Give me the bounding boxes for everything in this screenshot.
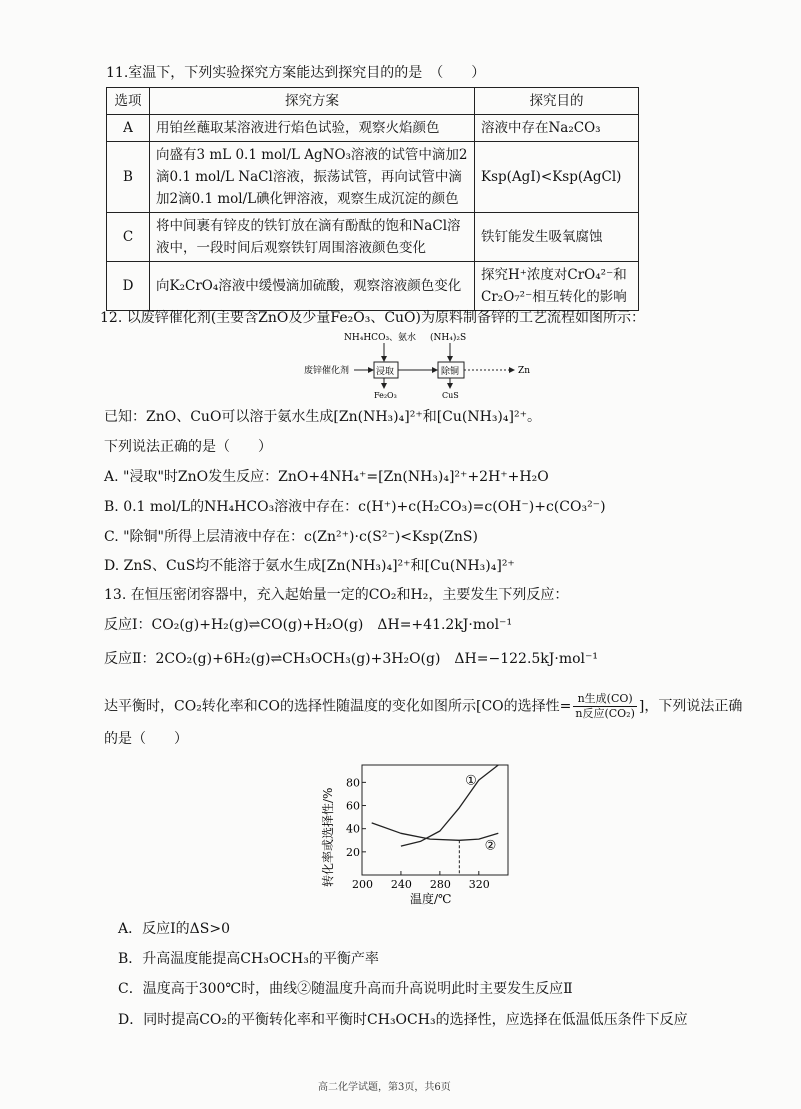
chart-frame	[362, 765, 508, 875]
q13-desc-line2: 的是（ ）	[104, 731, 188, 747]
y-tick-label-2: 60	[346, 799, 360, 813]
row-goal: Ksp(AgI)<Ksp(AgCl)	[475, 142, 639, 213]
series-label-2: ②	[484, 838, 497, 854]
series-label-1: ①	[465, 773, 477, 789]
q12-stem: 12. 以废锌催化剂(主要含ZnO及少量Fe₂O₃、CuO)为原料制备锌的工艺流程如图所示：	[100, 310, 646, 326]
q13-reaction-2: 反应Ⅱ：2CO₂(g)+6H₂(g)⇌CH₃OCH₃(g)+3H₂O(g) ΔH=−122.5kJ·mol⁻¹	[104, 651, 599, 667]
series-line-2	[372, 823, 499, 840]
row-plan: 向K₂CrO₄溶液中缓慢滴加硫酸，观察溶液颜色变化	[150, 262, 475, 311]
q13-option-d: D．同时提高CO₂的平衡转化率和平衡时CH₃OCH₃的选择性，应选择在低温低压条件下反应	[118, 1012, 688, 1028]
q12-option-a: A. "浸取"时ZnO发生反应：ZnO+4NH₄⁺=[Zn(NH₃)₄]²⁺+2H⁺+H₂O	[104, 469, 549, 485]
q13-desc-part2: ]，下列说法正确	[638, 698, 743, 715]
q12-ask: 下列说法正确的是（ ）	[104, 439, 272, 455]
q11-stem: 11.室温下，下列实验探究方案能达到探究目的的是 （ ）	[106, 65, 486, 81]
q13-desc	[104, 692, 742, 721]
q13-reaction-1: 反应Ⅰ：CO₂(g)+H₂(g)⇌CO(g)+H₂O(g) ΔH=+41.2kJ·mol⁻¹	[104, 617, 513, 633]
chart-layer	[346, 765, 508, 891]
fraction-numerator: n生成(CO)	[573, 692, 637, 707]
table-row	[107, 115, 639, 142]
row-plan: 向盛有3 mL 0.1 mol/L AgNO₃溶液的试管中滴加2滴0.1 mol/L NaCl溶液，振荡试管，再向试管中滴加2滴0.1 mol/L碘化钾溶液，观察生成沉淀的颜色	[150, 142, 475, 213]
row-option: C	[107, 213, 150, 262]
x-tick-label-3: 320	[468, 878, 490, 891]
page-footer: 高二化学试题，第3页，共6页	[318, 1082, 451, 1093]
row-goal: 溶液中存在Na₂CO₃	[475, 115, 639, 142]
q12-option-d: D. ZnS、CuS均不能溶于氨水生成[Zn(NH₃)₄]²⁺和[Cu(NH₃)₄]²⁺	[104, 558, 515, 574]
header-plan: 探究方案	[150, 88, 475, 115]
q11-table	[106, 87, 639, 311]
flow-reagent2: (NH₄)₂S	[430, 333, 467, 343]
fraction-denominator: n反应(CO₂)	[575, 707, 635, 720]
flow-step1: 浸取	[376, 367, 395, 377]
q13-option-b: B．升高温度能提高CH₃OCH₃的平衡产率	[118, 951, 379, 967]
y-tick-label-0: 20	[346, 845, 360, 859]
q13-option-a: A．反应Ⅰ的ΔS>0	[118, 921, 230, 937]
selectivity-fraction	[573, 692, 637, 721]
flow-input: 废锌催化剂	[304, 366, 350, 376]
series-line-1	[401, 765, 498, 846]
chart-xlabel: 温度/℃	[410, 892, 452, 906]
row-option: B	[107, 142, 150, 213]
q13-option-c: C．温度高于300℃时，曲线②随温度升高而升高说明此时主要发生反应Ⅱ	[118, 981, 573, 997]
chart-ylabel: 转化率或选择性/%	[321, 787, 335, 887]
table-row	[107, 262, 639, 311]
flow-output: Zn	[518, 366, 531, 376]
table-header-row	[107, 88, 639, 115]
x-tick-label-0: 200	[352, 878, 373, 891]
x-tick-label-2: 280	[429, 878, 451, 891]
table-row	[107, 142, 639, 213]
process-flow-diagram	[300, 330, 540, 400]
conversion-selectivity-chart	[318, 757, 518, 907]
row-option: D	[107, 262, 150, 311]
y-tick-label-1: 40	[346, 822, 360, 836]
flow-reagent1: NH₄HCO₃、氨水	[344, 333, 417, 343]
flow-step2: 除铜	[441, 367, 460, 377]
row-option: A	[107, 115, 150, 142]
table-row	[107, 213, 639, 262]
header-option: 选项	[107, 88, 150, 115]
q12-option-b: B. 0.1 mol/L的NH₄HCO₃溶液中存在：c(H⁺)+c(H₂CO₃)=c(OH⁻)+c(CO₃²⁻)	[104, 499, 606, 515]
q13-desc-part1: 达平衡时，CO₂转化率和CO的选择性随温度的变化如图所示[CO的选择性=	[104, 698, 572, 715]
x-tick-label-1: 240	[390, 878, 412, 891]
q13-stem: 13. 在恒压密闭容器中，充入起始量一定的CO₂和H₂，主要发生下列反应：	[104, 587, 569, 603]
header-goal: 探究目的	[475, 88, 639, 115]
row-plan: 将中间裹有锌皮的铁钉放在滴有酚酞的饱和NaCl溶液中，一段时间后观察铁钉周围溶液颜色变化	[150, 213, 475, 262]
y-tick-label-3: 80	[346, 776, 360, 790]
q12-option-c: C. "除铜"所得上层清液中存在：c(Zn²⁺)·c(S²⁻)<Ksp(ZnS)	[104, 529, 478, 545]
row-plan: 用铂丝蘸取某溶液进行焰色试验，观察火焰颜色	[150, 115, 475, 142]
q12-known: 已知：ZnO、CuO可以溶于氨水生成[Zn(NH₃)₄]²⁺和[Cu(NH₃)₄]²⁺。	[104, 409, 541, 425]
row-goal: 铁钉能发生吸氧腐蚀	[475, 213, 639, 262]
row-goal: 探究H⁺浓度对CrO₄²⁻和Cr₂O₇²⁻相互转化的影响	[475, 262, 639, 311]
flow-residue1: Fe₂O₃	[374, 391, 397, 400]
flow-residue2: CuS	[442, 391, 459, 400]
